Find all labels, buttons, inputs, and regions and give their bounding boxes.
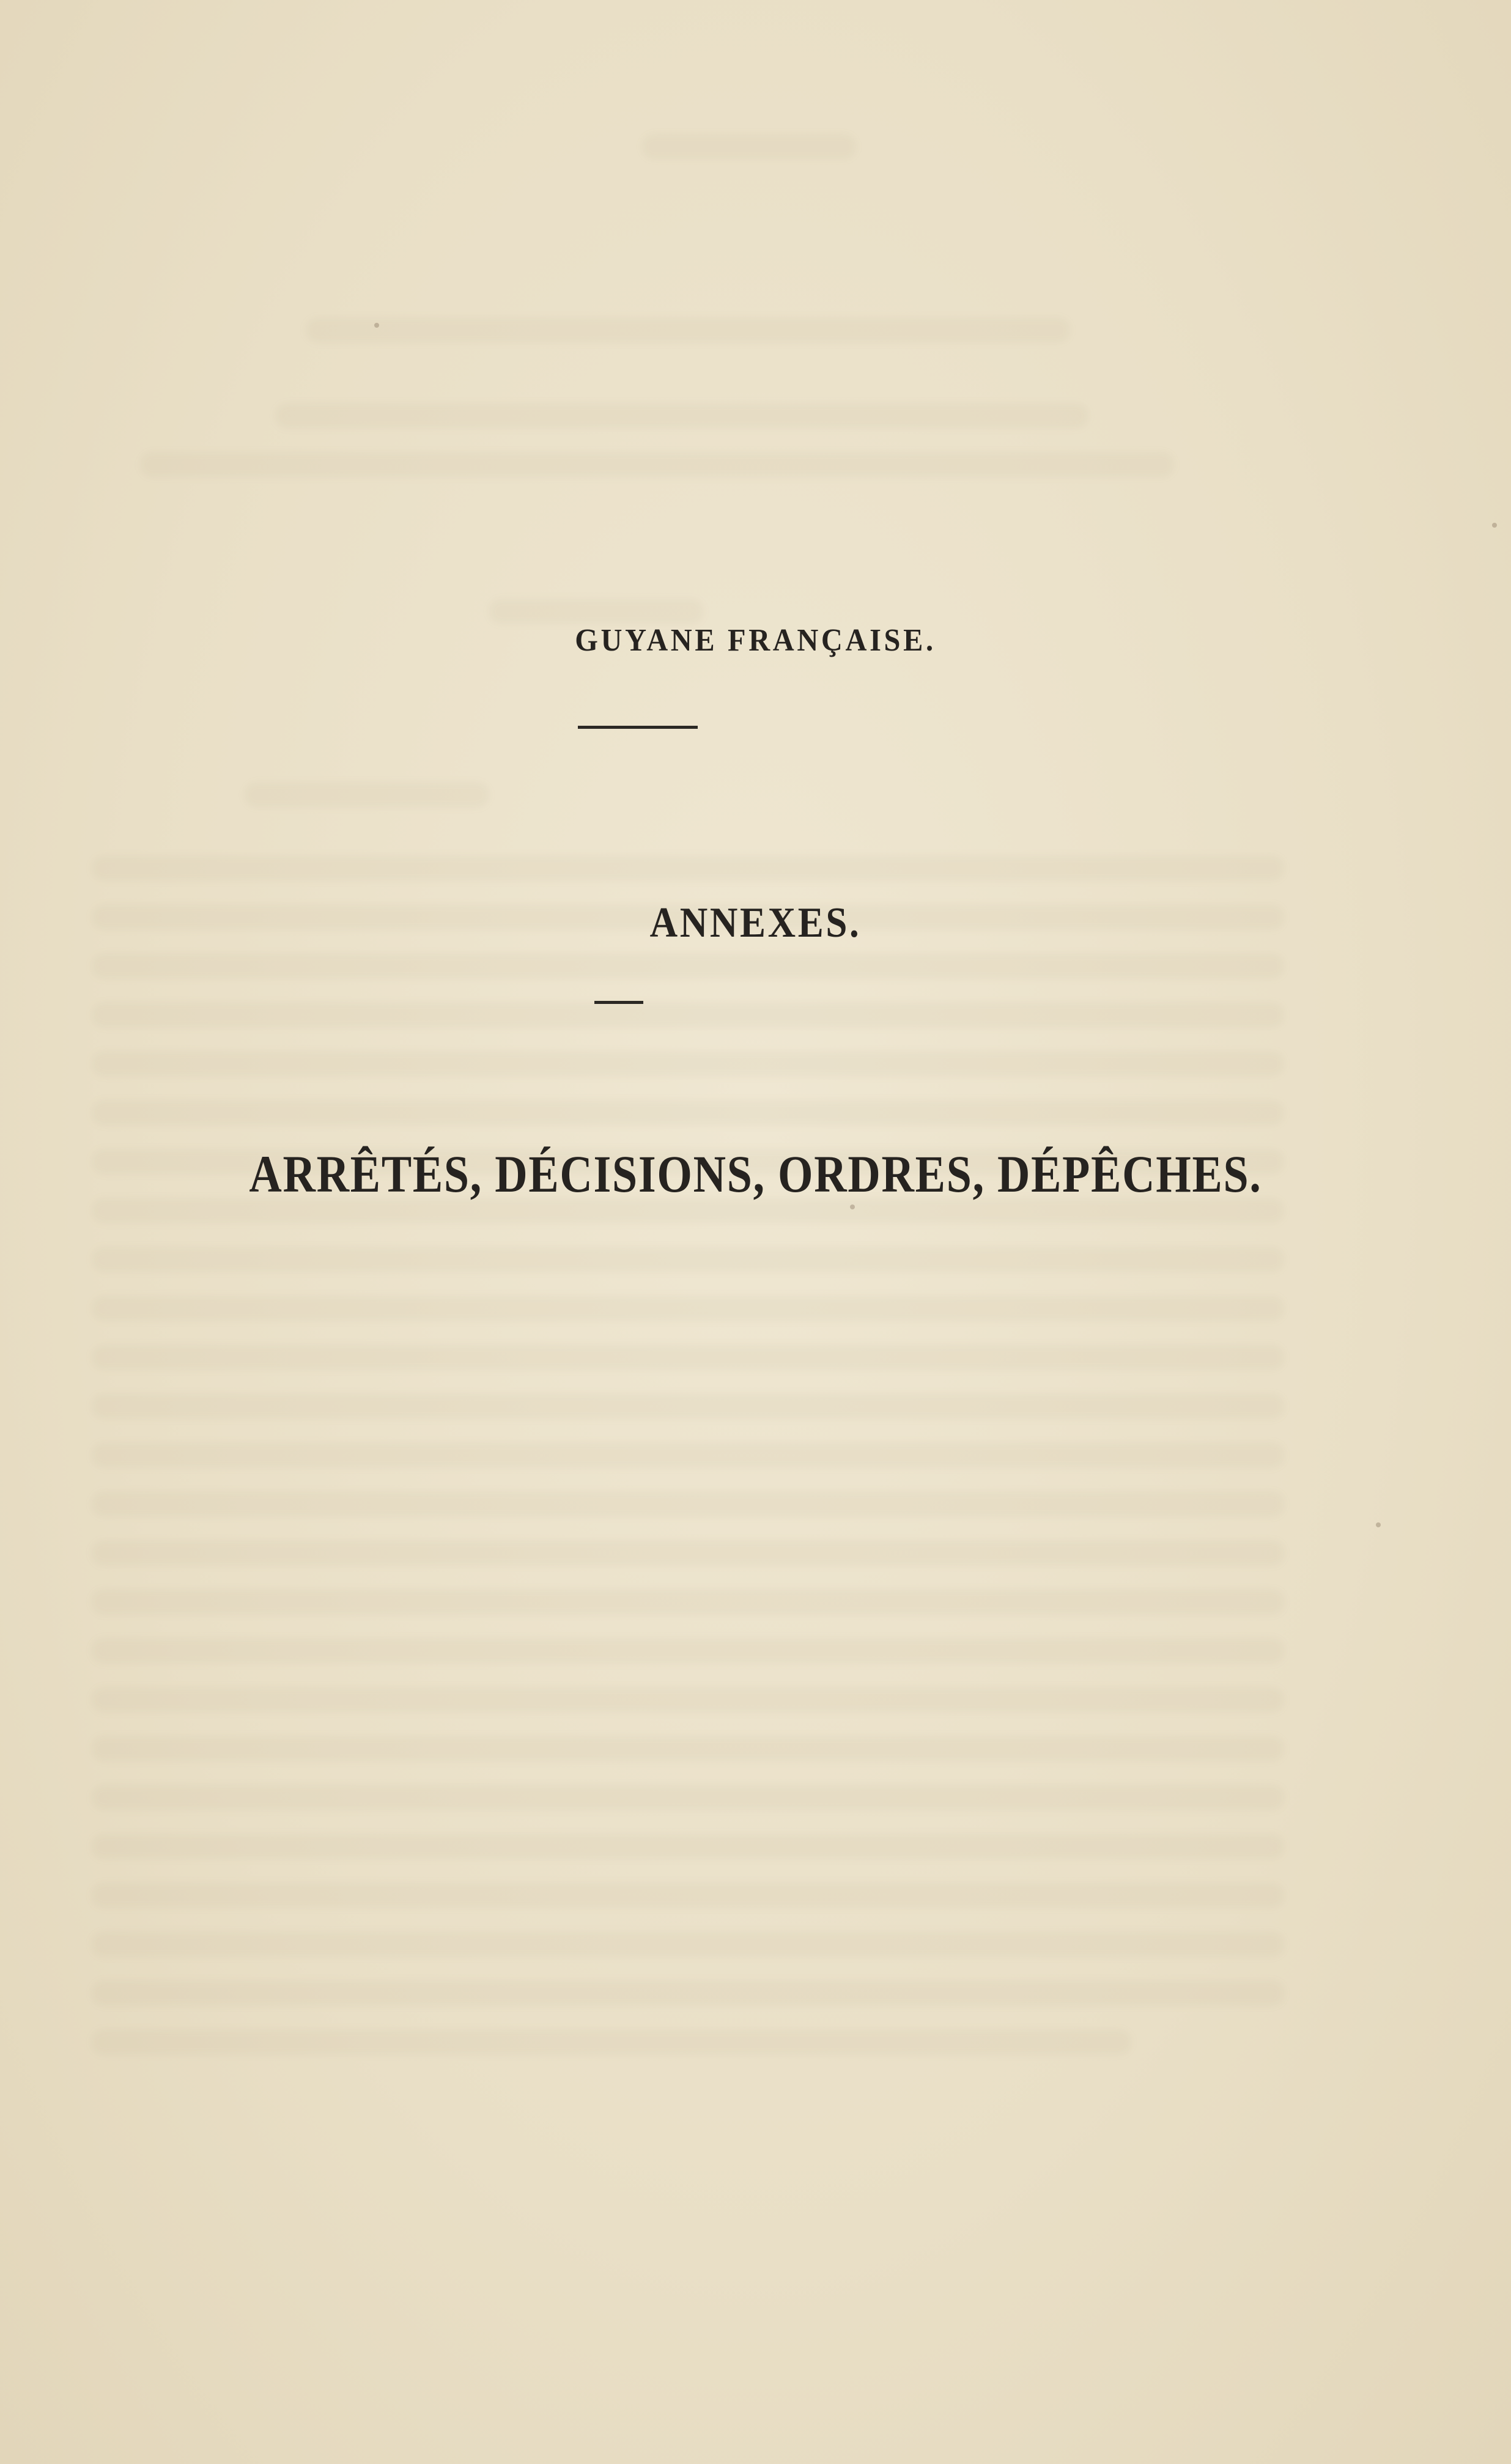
paper-speck [850, 1204, 855, 1209]
paper-speck [1376, 1522, 1381, 1527]
region-title: GUYANE FRANÇAISE. [575, 623, 936, 658]
section-title: ANNEXES. [649, 899, 862, 946]
paper-speck [1492, 523, 1497, 528]
title-divider [578, 726, 698, 729]
paper-speck [374, 323, 379, 328]
bleed-through-text [92, 110, 1284, 2067]
section-divider [594, 1001, 643, 1004]
main-title: ARRÊTÉS, DÉCISIONS, ORDRES, DÉPÊCHES. [249, 1145, 1262, 1203]
